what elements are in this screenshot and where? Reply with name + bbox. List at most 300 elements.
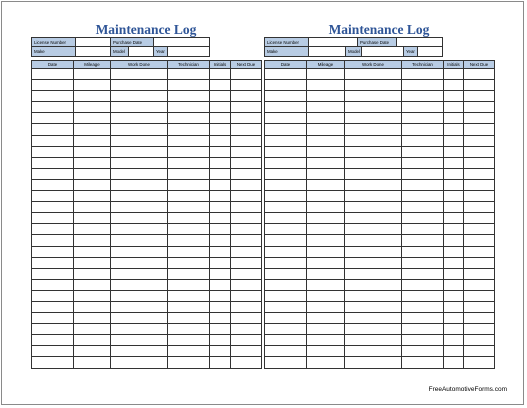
date-cell[interactable] (32, 80, 74, 91)
work-done-cell[interactable] (111, 124, 168, 135)
initials-cell[interactable] (210, 146, 231, 157)
mileage-cell[interactable] (307, 235, 345, 246)
next-due-cell[interactable] (231, 246, 262, 257)
next-due-cell[interactable] (464, 235, 495, 246)
next-due-cell[interactable] (231, 235, 262, 246)
work-done-cell[interactable] (111, 290, 168, 301)
mileage-cell[interactable] (307, 268, 345, 279)
date-cell[interactable] (32, 168, 74, 179)
technician-cell[interactable] (402, 113, 444, 124)
date-cell[interactable] (265, 202, 307, 213)
mileage-cell[interactable] (74, 257, 111, 268)
work-done-cell[interactable] (345, 313, 402, 324)
next-due-cell[interactable] (464, 313, 495, 324)
initials-cell[interactable] (444, 146, 464, 157)
initials-cell[interactable] (210, 135, 231, 146)
mileage-cell[interactable] (307, 301, 345, 312)
initials-cell[interactable] (444, 113, 464, 124)
work-done-cell[interactable] (111, 157, 168, 168)
initials-cell[interactable] (444, 80, 464, 91)
mileage-cell[interactable] (74, 191, 111, 202)
technician-cell[interactable] (402, 179, 444, 190)
technician-cell[interactable] (168, 246, 210, 257)
date-cell[interactable] (265, 146, 307, 157)
mileage-cell[interactable] (74, 213, 111, 224)
next-due-cell[interactable] (231, 290, 262, 301)
mileage-cell[interactable] (307, 135, 345, 146)
next-due-cell[interactable] (464, 324, 495, 335)
technician-cell[interactable] (402, 102, 444, 113)
work-done-cell[interactable] (111, 346, 168, 357)
mileage-cell[interactable] (74, 135, 111, 146)
next-due-cell[interactable] (464, 279, 495, 290)
initials-cell[interactable] (210, 268, 231, 279)
technician-cell[interactable] (402, 124, 444, 135)
date-cell[interactable] (32, 357, 74, 368)
make-field[interactable] (309, 47, 346, 57)
technician-cell[interactable] (168, 124, 210, 135)
mileage-cell[interactable] (307, 290, 345, 301)
technician-cell[interactable] (168, 69, 210, 80)
next-due-cell[interactable] (464, 202, 495, 213)
next-due-cell[interactable] (231, 80, 262, 91)
mileage-cell[interactable] (74, 313, 111, 324)
mileage-cell[interactable] (307, 179, 345, 190)
next-due-cell[interactable] (464, 179, 495, 190)
date-cell[interactable] (32, 124, 74, 135)
date-cell[interactable] (32, 301, 74, 312)
work-done-cell[interactable] (345, 324, 402, 335)
work-done-cell[interactable] (345, 102, 402, 113)
initials-cell[interactable] (444, 91, 464, 102)
initials-cell[interactable] (210, 279, 231, 290)
next-due-cell[interactable] (464, 346, 495, 357)
technician-cell[interactable] (402, 346, 444, 357)
initials-cell[interactable] (210, 113, 231, 124)
initials-cell[interactable] (210, 102, 231, 113)
work-done-cell[interactable] (345, 80, 402, 91)
initials-cell[interactable] (444, 290, 464, 301)
mileage-cell[interactable] (307, 146, 345, 157)
mileage-cell[interactable] (307, 191, 345, 202)
initials-cell[interactable] (210, 346, 231, 357)
next-due-cell[interactable] (464, 157, 495, 168)
mileage-cell[interactable] (307, 157, 345, 168)
next-due-cell[interactable] (231, 335, 262, 346)
technician-cell[interactable] (168, 346, 210, 357)
technician-cell[interactable] (168, 146, 210, 157)
work-done-cell[interactable] (345, 157, 402, 168)
initials-cell[interactable] (444, 202, 464, 213)
date-cell[interactable] (32, 224, 74, 235)
next-due-cell[interactable] (464, 113, 495, 124)
mileage-cell[interactable] (307, 279, 345, 290)
technician-cell[interactable] (402, 324, 444, 335)
initials-cell[interactable] (444, 168, 464, 179)
mileage-cell[interactable] (74, 113, 111, 124)
technician-cell[interactable] (402, 290, 444, 301)
next-due-cell[interactable] (231, 157, 262, 168)
technician-cell[interactable] (168, 191, 210, 202)
mileage-cell[interactable] (74, 124, 111, 135)
mileage-cell[interactable] (74, 301, 111, 312)
date-cell[interactable] (32, 135, 74, 146)
next-due-cell[interactable] (464, 80, 495, 91)
mileage-cell[interactable] (74, 146, 111, 157)
technician-cell[interactable] (168, 301, 210, 312)
technician-cell[interactable] (168, 157, 210, 168)
technician-cell[interactable] (402, 357, 444, 368)
date-cell[interactable] (32, 313, 74, 324)
mileage-cell[interactable] (74, 324, 111, 335)
initials-cell[interactable] (444, 301, 464, 312)
technician-cell[interactable] (402, 213, 444, 224)
initials-cell[interactable] (444, 69, 464, 80)
next-due-cell[interactable] (231, 257, 262, 268)
work-done-cell[interactable] (345, 246, 402, 257)
next-due-cell[interactable] (231, 279, 262, 290)
date-cell[interactable] (32, 335, 74, 346)
initials-cell[interactable] (210, 91, 231, 102)
date-cell[interactable] (265, 69, 307, 80)
work-done-cell[interactable] (111, 69, 168, 80)
date-cell[interactable] (32, 157, 74, 168)
date-cell[interactable] (32, 346, 74, 357)
mileage-cell[interactable] (74, 268, 111, 279)
date-cell[interactable] (265, 213, 307, 224)
initials-cell[interactable] (444, 102, 464, 113)
mileage-cell[interactable] (307, 91, 345, 102)
mileage-cell[interactable] (74, 202, 111, 213)
mileage-cell[interactable] (74, 235, 111, 246)
next-due-cell[interactable] (464, 124, 495, 135)
technician-cell[interactable] (402, 257, 444, 268)
initials-cell[interactable] (210, 290, 231, 301)
work-done-cell[interactable] (111, 268, 168, 279)
technician-cell[interactable] (168, 324, 210, 335)
date-cell[interactable] (32, 191, 74, 202)
initials-cell[interactable] (210, 224, 231, 235)
work-done-cell[interactable] (111, 257, 168, 268)
next-due-cell[interactable] (464, 191, 495, 202)
mileage-cell[interactable] (74, 335, 111, 346)
mileage-cell[interactable] (307, 202, 345, 213)
next-due-cell[interactable] (464, 102, 495, 113)
next-due-cell[interactable] (231, 179, 262, 190)
initials-cell[interactable] (444, 346, 464, 357)
technician-cell[interactable] (402, 202, 444, 213)
next-due-cell[interactable] (464, 246, 495, 257)
mileage-cell[interactable] (307, 213, 345, 224)
technician-cell[interactable] (168, 279, 210, 290)
work-done-cell[interactable] (111, 179, 168, 190)
initials-cell[interactable] (444, 224, 464, 235)
work-done-cell[interactable] (111, 113, 168, 124)
initials-cell[interactable] (444, 268, 464, 279)
work-done-cell[interactable] (345, 124, 402, 135)
work-done-cell[interactable] (111, 91, 168, 102)
date-cell[interactable] (265, 91, 307, 102)
mileage-cell[interactable] (307, 246, 345, 257)
technician-cell[interactable] (168, 80, 210, 91)
work-done-cell[interactable] (345, 69, 402, 80)
date-cell[interactable] (265, 179, 307, 190)
initials-cell[interactable] (210, 168, 231, 179)
work-done-cell[interactable] (111, 135, 168, 146)
date-cell[interactable] (32, 257, 74, 268)
date-cell[interactable] (32, 246, 74, 257)
mileage-cell[interactable] (307, 102, 345, 113)
next-due-cell[interactable] (464, 224, 495, 235)
initials-cell[interactable] (210, 324, 231, 335)
initials-cell[interactable] (210, 213, 231, 224)
mileage-cell[interactable] (307, 124, 345, 135)
next-due-cell[interactable] (231, 213, 262, 224)
technician-cell[interactable] (168, 202, 210, 213)
initials-cell[interactable] (444, 124, 464, 135)
next-due-cell[interactable] (464, 335, 495, 346)
work-done-cell[interactable] (111, 168, 168, 179)
initials-cell[interactable] (210, 235, 231, 246)
mileage-cell[interactable] (307, 357, 345, 368)
date-cell[interactable] (32, 268, 74, 279)
next-due-cell[interactable] (231, 346, 262, 357)
technician-cell[interactable] (168, 113, 210, 124)
technician-cell[interactable] (168, 224, 210, 235)
date-cell[interactable] (265, 102, 307, 113)
next-due-cell[interactable] (231, 124, 262, 135)
initials-cell[interactable] (444, 257, 464, 268)
technician-cell[interactable] (168, 257, 210, 268)
work-done-cell[interactable] (111, 80, 168, 91)
work-done-cell[interactable] (345, 301, 402, 312)
mileage-cell[interactable] (74, 179, 111, 190)
work-done-cell[interactable] (111, 357, 168, 368)
work-done-cell[interactable] (111, 191, 168, 202)
mileage-cell[interactable] (307, 69, 345, 80)
work-done-cell[interactable] (111, 246, 168, 257)
date-cell[interactable] (32, 279, 74, 290)
initials-cell[interactable] (444, 324, 464, 335)
work-done-cell[interactable] (345, 213, 402, 224)
date-cell[interactable] (265, 301, 307, 312)
work-done-cell[interactable] (345, 335, 402, 346)
next-due-cell[interactable] (231, 146, 262, 157)
mileage-cell[interactable] (74, 224, 111, 235)
initials-cell[interactable] (210, 69, 231, 80)
make-field[interactable] (76, 47, 111, 57)
year-field[interactable] (418, 47, 443, 57)
mileage-cell[interactable] (307, 346, 345, 357)
initials-cell[interactable] (444, 157, 464, 168)
initials-cell[interactable] (444, 235, 464, 246)
technician-cell[interactable] (168, 135, 210, 146)
date-cell[interactable] (32, 69, 74, 80)
technician-cell[interactable] (402, 268, 444, 279)
technician-cell[interactable] (402, 279, 444, 290)
work-done-cell[interactable] (345, 290, 402, 301)
next-due-cell[interactable] (464, 213, 495, 224)
technician-cell[interactable] (402, 224, 444, 235)
date-cell[interactable] (265, 80, 307, 91)
initials-cell[interactable] (210, 257, 231, 268)
initials-cell[interactable] (444, 179, 464, 190)
initials-cell[interactable] (444, 357, 464, 368)
date-cell[interactable] (32, 290, 74, 301)
next-due-cell[interactable] (464, 168, 495, 179)
work-done-cell[interactable] (345, 224, 402, 235)
technician-cell[interactable] (402, 335, 444, 346)
mileage-cell[interactable] (74, 102, 111, 113)
date-cell[interactable] (32, 213, 74, 224)
work-done-cell[interactable] (111, 102, 168, 113)
work-done-cell[interactable] (111, 313, 168, 324)
date-cell[interactable] (265, 157, 307, 168)
mileage-cell[interactable] (307, 168, 345, 179)
technician-cell[interactable] (402, 146, 444, 157)
technician-cell[interactable] (168, 168, 210, 179)
work-done-cell[interactable] (345, 146, 402, 157)
work-done-cell[interactable] (111, 202, 168, 213)
next-due-cell[interactable] (231, 268, 262, 279)
mileage-cell[interactable] (307, 324, 345, 335)
mileage-cell[interactable] (74, 246, 111, 257)
next-due-cell[interactable] (231, 91, 262, 102)
date-cell[interactable] (32, 235, 74, 246)
next-due-cell[interactable] (464, 268, 495, 279)
next-due-cell[interactable] (231, 113, 262, 124)
initials-cell[interactable] (210, 179, 231, 190)
work-done-cell[interactable] (345, 279, 402, 290)
initials-cell[interactable] (444, 335, 464, 346)
technician-cell[interactable] (168, 102, 210, 113)
mileage-cell[interactable] (307, 113, 345, 124)
technician-cell[interactable] (402, 191, 444, 202)
technician-cell[interactable] (168, 91, 210, 102)
work-done-cell[interactable] (345, 357, 402, 368)
date-cell[interactable] (265, 290, 307, 301)
initials-cell[interactable] (444, 246, 464, 257)
work-done-cell[interactable] (111, 146, 168, 157)
technician-cell[interactable] (168, 357, 210, 368)
mileage-cell[interactable] (74, 357, 111, 368)
initials-cell[interactable] (210, 301, 231, 312)
date-cell[interactable] (265, 191, 307, 202)
mileage-cell[interactable] (74, 80, 111, 91)
work-done-cell[interactable] (345, 235, 402, 246)
technician-cell[interactable] (402, 157, 444, 168)
work-done-cell[interactable] (345, 191, 402, 202)
technician-cell[interactable] (168, 335, 210, 346)
next-due-cell[interactable] (464, 257, 495, 268)
technician-cell[interactable] (168, 235, 210, 246)
date-cell[interactable] (265, 346, 307, 357)
technician-cell[interactable] (168, 268, 210, 279)
mileage-cell[interactable] (307, 313, 345, 324)
initials-cell[interactable] (444, 135, 464, 146)
initials-cell[interactable] (444, 191, 464, 202)
date-cell[interactable] (32, 179, 74, 190)
technician-cell[interactable] (168, 179, 210, 190)
mileage-cell[interactable] (74, 346, 111, 357)
model-field[interactable] (129, 47, 154, 57)
initials-cell[interactable] (210, 202, 231, 213)
mileage-cell[interactable] (307, 257, 345, 268)
initials-cell[interactable] (210, 191, 231, 202)
work-done-cell[interactable] (111, 324, 168, 335)
work-done-cell[interactable] (111, 335, 168, 346)
mileage-cell[interactable] (74, 69, 111, 80)
date-cell[interactable] (265, 279, 307, 290)
next-due-cell[interactable] (231, 168, 262, 179)
model-field[interactable] (362, 47, 404, 57)
technician-cell[interactable] (402, 168, 444, 179)
date-cell[interactable] (265, 257, 307, 268)
date-cell[interactable] (265, 313, 307, 324)
work-done-cell[interactable] (345, 91, 402, 102)
date-cell[interactable] (32, 146, 74, 157)
work-done-cell[interactable] (111, 213, 168, 224)
initials-cell[interactable] (444, 279, 464, 290)
date-cell[interactable] (265, 113, 307, 124)
date-cell[interactable] (265, 357, 307, 368)
next-due-cell[interactable] (464, 69, 495, 80)
work-done-cell[interactable] (345, 168, 402, 179)
next-due-cell[interactable] (231, 301, 262, 312)
date-cell[interactable] (32, 102, 74, 113)
mileage-cell[interactable] (307, 224, 345, 235)
next-due-cell[interactable] (464, 91, 495, 102)
year-field[interactable] (168, 47, 210, 57)
next-due-cell[interactable] (464, 290, 495, 301)
technician-cell[interactable] (402, 69, 444, 80)
date-cell[interactable] (265, 135, 307, 146)
next-due-cell[interactable] (231, 357, 262, 368)
next-due-cell[interactable] (231, 69, 262, 80)
work-done-cell[interactable] (111, 279, 168, 290)
mileage-cell[interactable] (74, 91, 111, 102)
work-done-cell[interactable] (345, 346, 402, 357)
date-cell[interactable] (32, 91, 74, 102)
technician-cell[interactable] (402, 313, 444, 324)
technician-cell[interactable] (402, 301, 444, 312)
technician-cell[interactable] (402, 80, 444, 91)
work-done-cell[interactable] (111, 235, 168, 246)
work-done-cell[interactable] (111, 224, 168, 235)
date-cell[interactable] (265, 335, 307, 346)
next-due-cell[interactable] (231, 324, 262, 335)
initials-cell[interactable] (210, 246, 231, 257)
initials-cell[interactable] (210, 335, 231, 346)
initials-cell[interactable] (210, 124, 231, 135)
date-cell[interactable] (32, 324, 74, 335)
mileage-cell[interactable] (74, 290, 111, 301)
date-cell[interactable] (265, 324, 307, 335)
date-cell[interactable] (265, 224, 307, 235)
technician-cell[interactable] (168, 313, 210, 324)
initials-cell[interactable] (210, 357, 231, 368)
work-done-cell[interactable] (345, 268, 402, 279)
technician-cell[interactable] (402, 235, 444, 246)
date-cell[interactable] (32, 202, 74, 213)
mileage-cell[interactable] (307, 80, 345, 91)
technician-cell[interactable] (168, 213, 210, 224)
date-cell[interactable] (265, 246, 307, 257)
mileage-cell[interactable] (74, 157, 111, 168)
technician-cell[interactable] (402, 91, 444, 102)
initials-cell[interactable] (210, 80, 231, 91)
date-cell[interactable] (265, 124, 307, 135)
